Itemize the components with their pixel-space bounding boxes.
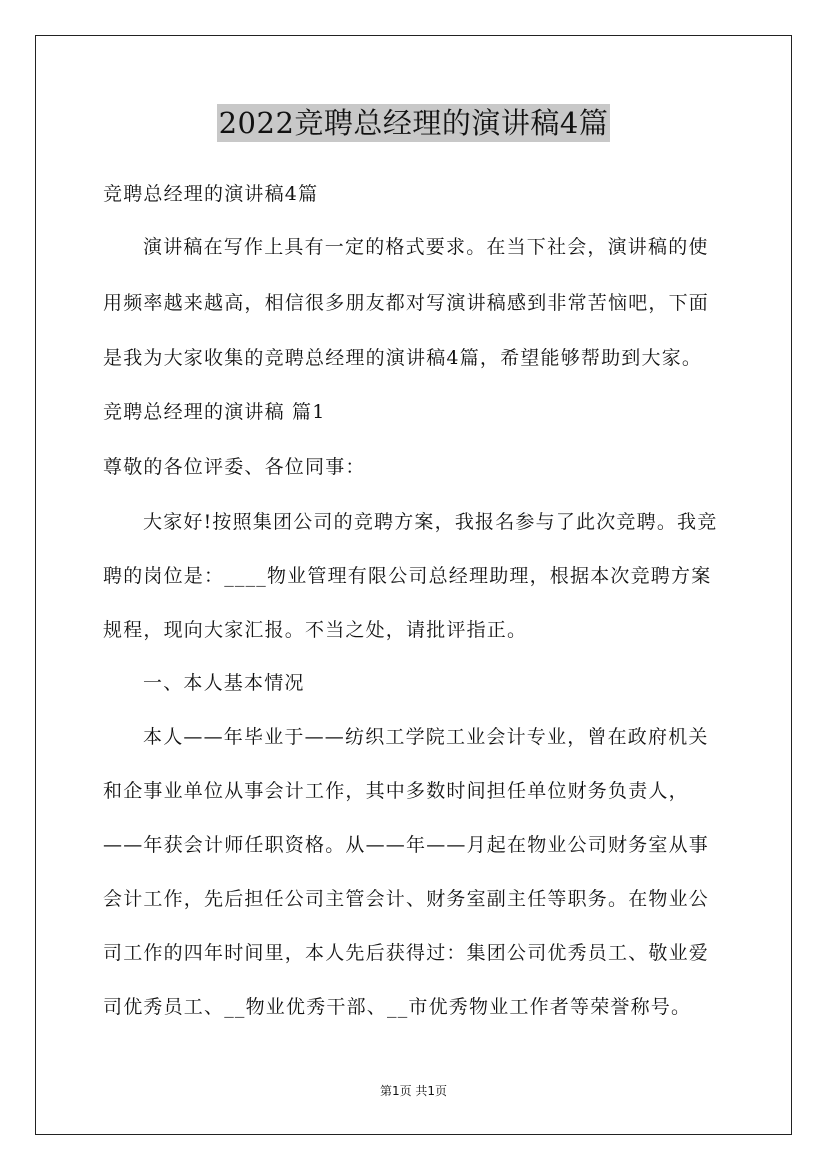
paragraph-line: 演讲稿在写作上具有一定的格式要求。在当下社会，演讲稿的使 (143, 236, 709, 258)
paragraph-line: 用频率越来越高，相信很多朋友都对写演讲稿感到非常苦恼吧，下面 (103, 292, 710, 314)
paragraph-line: 司优秀员工、__物业优秀干部、__市优秀物业工作者等荣誉称号。 (103, 996, 692, 1018)
paragraph-line: 和企事业单位从事会计工作，其中多数时间担任单位财务负责人， (103, 780, 689, 802)
subsection-heading: 一、本人基本情况 (143, 672, 305, 694)
paragraph-line: 大家好!按照集团公司的竞聘方案，我报名参与了此次竞聘。我竞 (143, 511, 718, 533)
paragraph-line: 是我为大家收集的竞聘总经理的演讲稿4篇，希望能够帮助到大家。 (103, 347, 703, 369)
paragraph-line: 会计工作，先后担任公司主管会计、财务室副主任等职务。在物业公 (103, 888, 710, 910)
paragraph-line: 司工作的四年时间里，本人先后获得过：集团公司优秀员工、敬业爱 (103, 942, 710, 964)
subtitle-line: 竞聘总经理的演讲稿4篇 (103, 183, 319, 205)
paragraph-line: 聘的岗位是：____物业管理有限公司总经理助理，根据本次竞聘方案 (103, 565, 712, 587)
document-title: 2022竞聘总经理的演讲稿4篇 (218, 106, 609, 140)
paragraph-line: 本人——年毕业于——纺织工学院工业会计专业，曾在政府机关 (143, 726, 709, 748)
salutation-line: 尊敬的各位评委、各位同事： (103, 456, 366, 478)
paragraph-line: ——年获会计师任职资格。从——年——月起在物业公司财务室从事 (103, 834, 710, 856)
page-footer: 第1页 共1页 (379, 1084, 448, 1098)
title-container (0, 104, 827, 142)
section-heading: 竞聘总经理的演讲稿 篇1 (103, 401, 326, 423)
paragraph-line: 规程，现向大家汇报。不当之处，请批评指正。 (103, 619, 528, 641)
